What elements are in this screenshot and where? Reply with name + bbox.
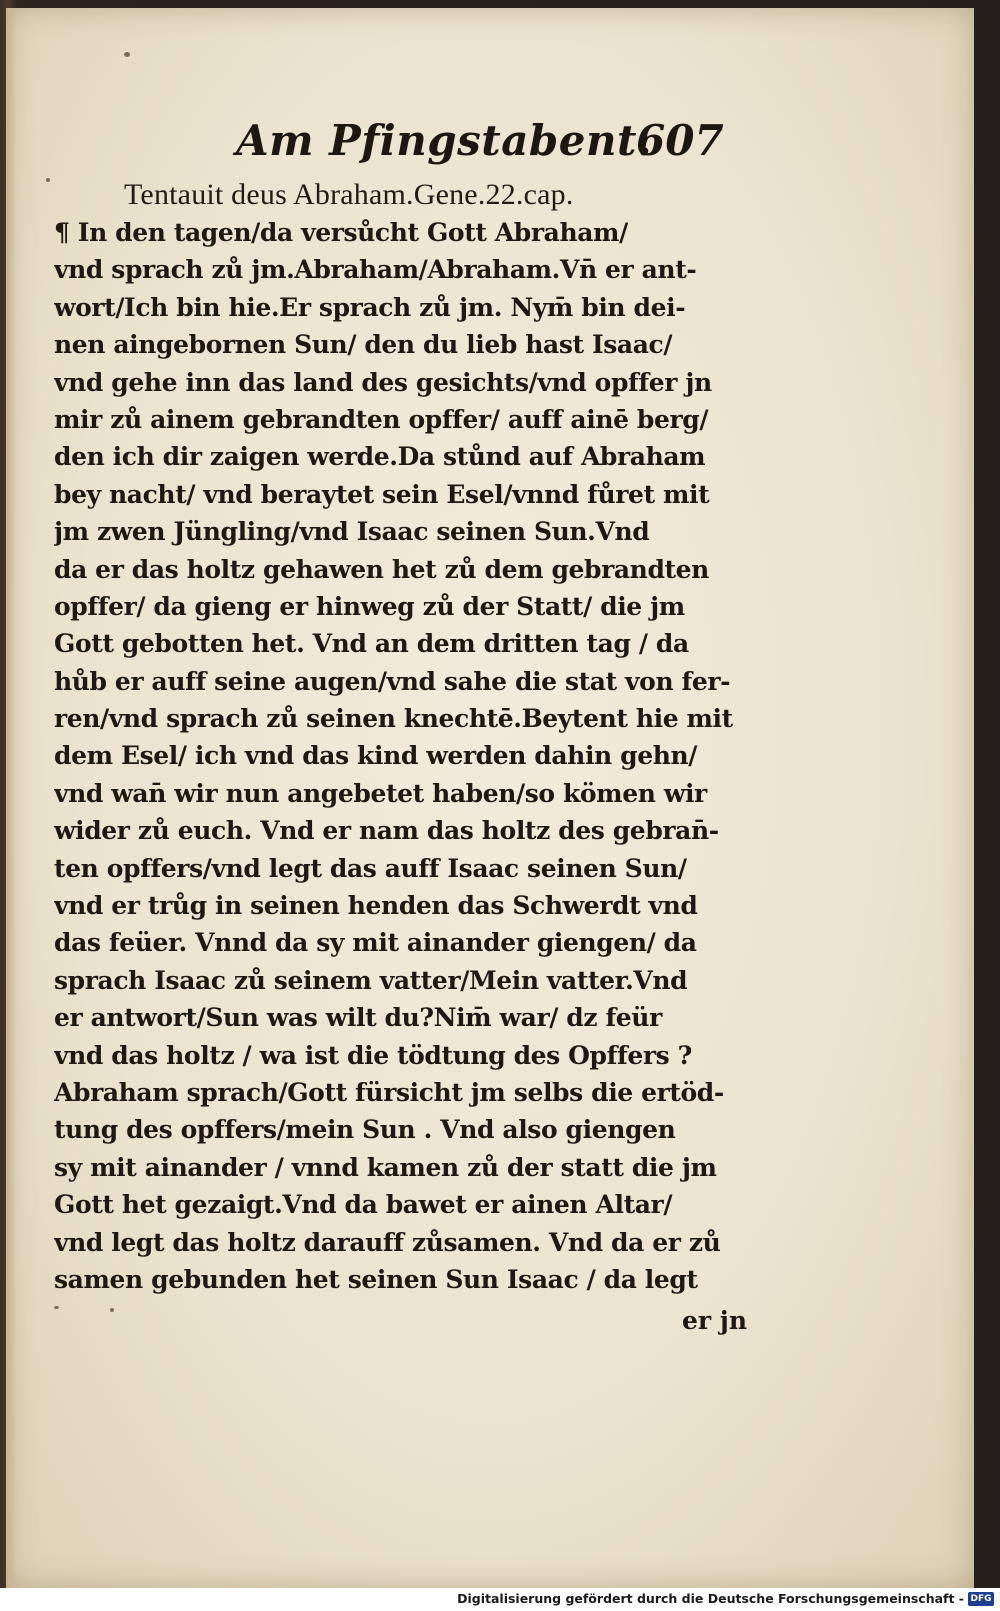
catchword: er jn	[682, 1306, 748, 1335]
ink-speck	[54, 1306, 59, 1309]
page-binding-edge	[6, 8, 16, 1588]
running-header	[6, 116, 974, 176]
page-number: 607	[636, 116, 724, 165]
funding-credit: Digitalisierung gefördert durch die Deutsche Forschungsgemeinschaft -	[457, 1591, 964, 1606]
text-line: hůb er auff seine augen/vnd sahe die stat von fer-	[54, 666, 731, 696]
text-line: da er das holtz gehawen het zů dem gebrandten	[54, 554, 709, 584]
text-line: vnd das holtz / wa ist die tödtung des Opffers ?	[54, 1040, 692, 1070]
scripture-rubric: Tentauit deus Abraham.Gene.22.cap.	[124, 178, 574, 211]
text-line: ren/vnd sprach zů seinen knechtē.Beytent hie mit	[54, 704, 733, 734]
text-line: opffer/ da gieng er hinweg zů der Statt/ die jm	[54, 591, 685, 621]
text-line: vnd wan̄ wir nun angebetet haben/so kömen wir	[54, 778, 707, 808]
ink-speck	[124, 52, 130, 57]
digitization-footer	[0, 1588, 1000, 1611]
text-line: Gott gebotten het. Vnd an dem dritten tag / da	[54, 629, 689, 659]
text-line: bey nacht/ vnd beraytet sein Esel/vnnd fůret mit	[54, 479, 710, 509]
text-line: vnd legt das holtz darauff zůsamen. Vnd da er zů	[54, 1227, 721, 1257]
text-line: vnd gehe inn das land des gesichts/vnd opffer jn	[54, 367, 712, 397]
text-line: vnd sprach zů jm.Abraham/Abraham.Vn̄ er ant-	[54, 255, 697, 285]
text-line: wider zů euch. Vnd er nam das holtz des gebran̄-	[54, 816, 719, 846]
text-line: Gott het gezaigt.Vnd da bawet er ainen Altar/	[54, 1190, 673, 1220]
text-line: nen aingebornen Sun/ den du lieb hast Isaac/	[54, 330, 673, 360]
text-line: das feüer. Vnnd da sy mit ainander giengen/ da	[54, 928, 697, 958]
text-line: sy mit ainander / vnnd kamen zů der statt die jm	[54, 1152, 717, 1182]
text-line: sprach Isaac zů seinem vatter/Mein vatter.Vnd	[54, 965, 688, 995]
running-title: Am Pfingstabent.	[236, 116, 653, 165]
ink-speck	[46, 178, 50, 182]
body-text	[54, 214, 766, 1298]
text-line: ten opffers/vnd legt das auff Isaac seinen Sun/	[54, 853, 687, 883]
text-line: mir zů ainem gebrandten opffer/ auff ainē berg/	[54, 404, 709, 434]
text-line: dem Esel/ ich vnd das kind werden dahin gehn/	[54, 741, 697, 771]
text-line: Abraham sprach/Gott fürsicht jm selbs die ertöd-	[54, 1077, 724, 1107]
ink-speck	[110, 1308, 114, 1312]
text-line: wort/Ich bin hie.Er sprach zů jm. Nym̄ bin dei-	[54, 292, 686, 322]
text-line: jm zwen Jüngling/vnd Isaac seinen Sun.Vnd	[54, 517, 650, 547]
book-page	[6, 8, 974, 1588]
text-line: samen gebunden het seinen Sun Isaac / da legt	[54, 1264, 698, 1294]
text-line: den ich dir zaigen werde.Da stůnd auf Abraham	[54, 442, 706, 472]
text-line: ¶ In den tagen/da versůcht Gott Abraham/	[54, 218, 628, 247]
text-line: tung des opffers/mein Sun . Vnd also giengen	[54, 1115, 676, 1145]
dfg-logo-text: DFG	[970, 1594, 992, 1604]
dfg-logo	[968, 1592, 994, 1606]
text-line: vnd er trůg in seinen henden das Schwerdt vnd	[54, 891, 698, 921]
text-line: er antwort/Sun was wilt du?Nim̄ war/ dz feür	[54, 1003, 662, 1033]
